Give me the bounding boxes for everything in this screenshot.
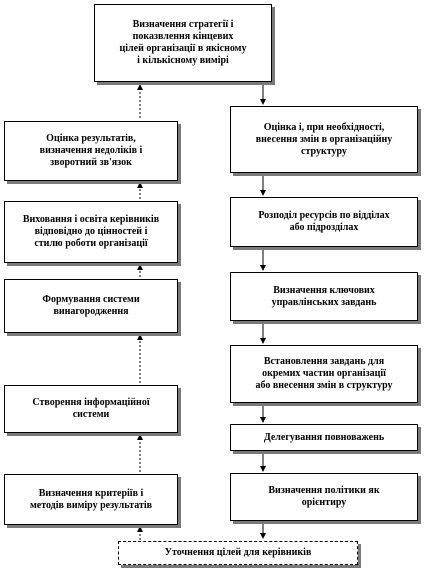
right-box-4-text: Встановлення завдань для окремих частин організації або внесення змін в структуру (255, 356, 393, 391)
right-box-3 (230, 272, 418, 321)
left-box-1 (4, 121, 178, 181)
left-box-2 (4, 201, 178, 263)
right-box-1-text: Оцінка і, при необхідності, внесення змін в організаційну структуру (255, 121, 393, 157)
right-box-4 (230, 345, 418, 403)
left-box-3 (4, 279, 178, 333)
left-box-4 (4, 385, 178, 433)
bottom-box (118, 541, 358, 565)
top-box-text: Визначення стратегії і показвлення кінцевих цілей організації в якісному і кількісному вимірі (119, 19, 247, 66)
right-box-3-text: Визначення ключових управлінських завдань (271, 284, 377, 308)
right-box-5 (230, 424, 418, 451)
right-box-5-text: Делегування повноважень (263, 431, 385, 443)
right-box-1 (230, 106, 418, 173)
left-box-4-text: Створення інформаційної системи (32, 397, 150, 420)
right-box-6-text: Визначення політики як орієнтиру (268, 485, 380, 508)
left-box-5-text: Визначення критеріїв і методів виміру результатів (29, 487, 153, 511)
left-box-2-text: Виховання і освіта керівників відповідно до цінностей і стилю роботи організації (22, 214, 160, 249)
left-box-3-text: Формування системи винагородження (42, 294, 140, 317)
right-box-6 (230, 473, 418, 521)
left-box-5 (4, 474, 178, 525)
right-box-2-text: Розподіл ресурсів по відділах або підрозділах (258, 210, 390, 233)
bottom-box-text: Уточнення цілей для керівників (164, 547, 312, 558)
right-box-2 (230, 197, 418, 247)
top-box (94, 4, 272, 82)
left-box-1-text: Оцінка результатів, визначення недоліків і зворотний зв'язок (39, 133, 143, 168)
